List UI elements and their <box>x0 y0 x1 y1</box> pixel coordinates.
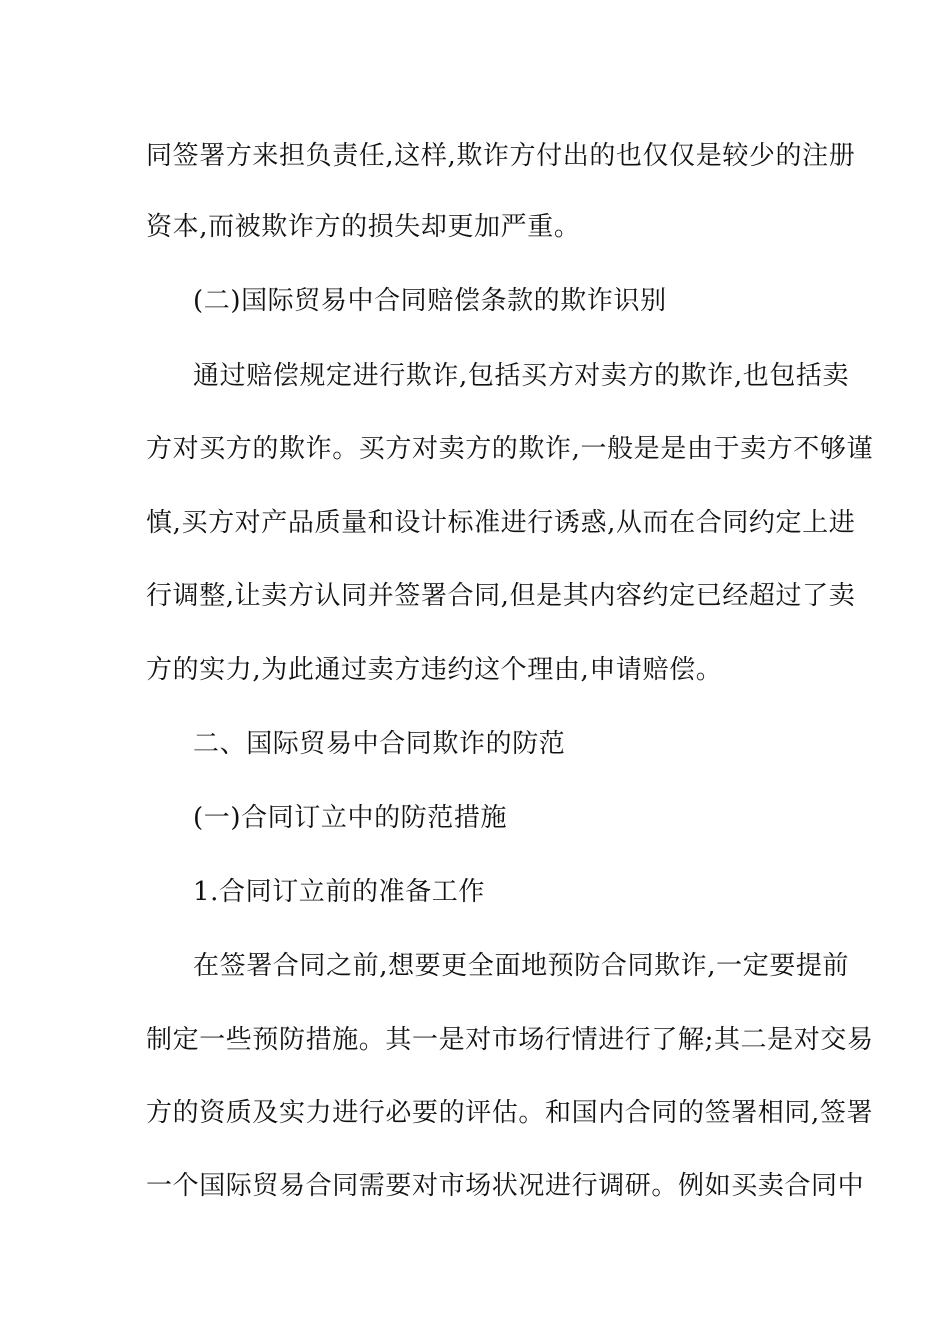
section-heading: 二、国际贸易中合同欺诈的防范 <box>193 729 566 759</box>
numbered-heading: 1.合同订立前的准备工作 <box>193 877 486 907</box>
paragraph-line: 在签署合同之前,想要更全面地预防合同欺诈,一定要提前 <box>193 951 850 981</box>
paragraph-line: 同签署方来担负责任,这样,欺诈方付出的也仅仅是较少的注册 <box>146 141 856 171</box>
subsection-heading: (一)合同订立中的防范措施 <box>193 803 508 833</box>
paragraph-line: 一个国际贸易合同需要对市场状况进行调研。例如买卖合同中 <box>146 1171 865 1201</box>
paragraph-line: 资本,而被欺诈方的损失却更加严重。 <box>146 212 581 242</box>
paragraph-line: 通过赔偿规定进行欺诈,包括买方对卖方的欺诈,也包括卖 <box>193 361 850 391</box>
paragraph-line: 方对买方的欺诈。买方对卖方的欺诈,一般是是由于卖方不够谨 <box>146 434 874 464</box>
paragraph-line: 方的资质及实力进行必要的评估。和国内合同的签署相同,签署 <box>146 1098 874 1128</box>
paragraph-line: 制定一些预防措施。其一是对市场行情进行了解;其二是对交易 <box>146 1025 874 1055</box>
paragraph-line: 行调整,让卖方认同并签署合同,但是其内容约定已经超过了卖 <box>146 581 856 611</box>
section-heading: (二)国际贸易中合同赔偿条款的欺诈识别 <box>193 286 667 316</box>
paragraph-line: 慎,买方对产品质量和设计标准进行诱惑,从而在合同约定上进 <box>146 508 856 538</box>
paragraph-line: 方的实力,为此通过卖方违约这个理由,申请赔偿。 <box>146 655 723 685</box>
